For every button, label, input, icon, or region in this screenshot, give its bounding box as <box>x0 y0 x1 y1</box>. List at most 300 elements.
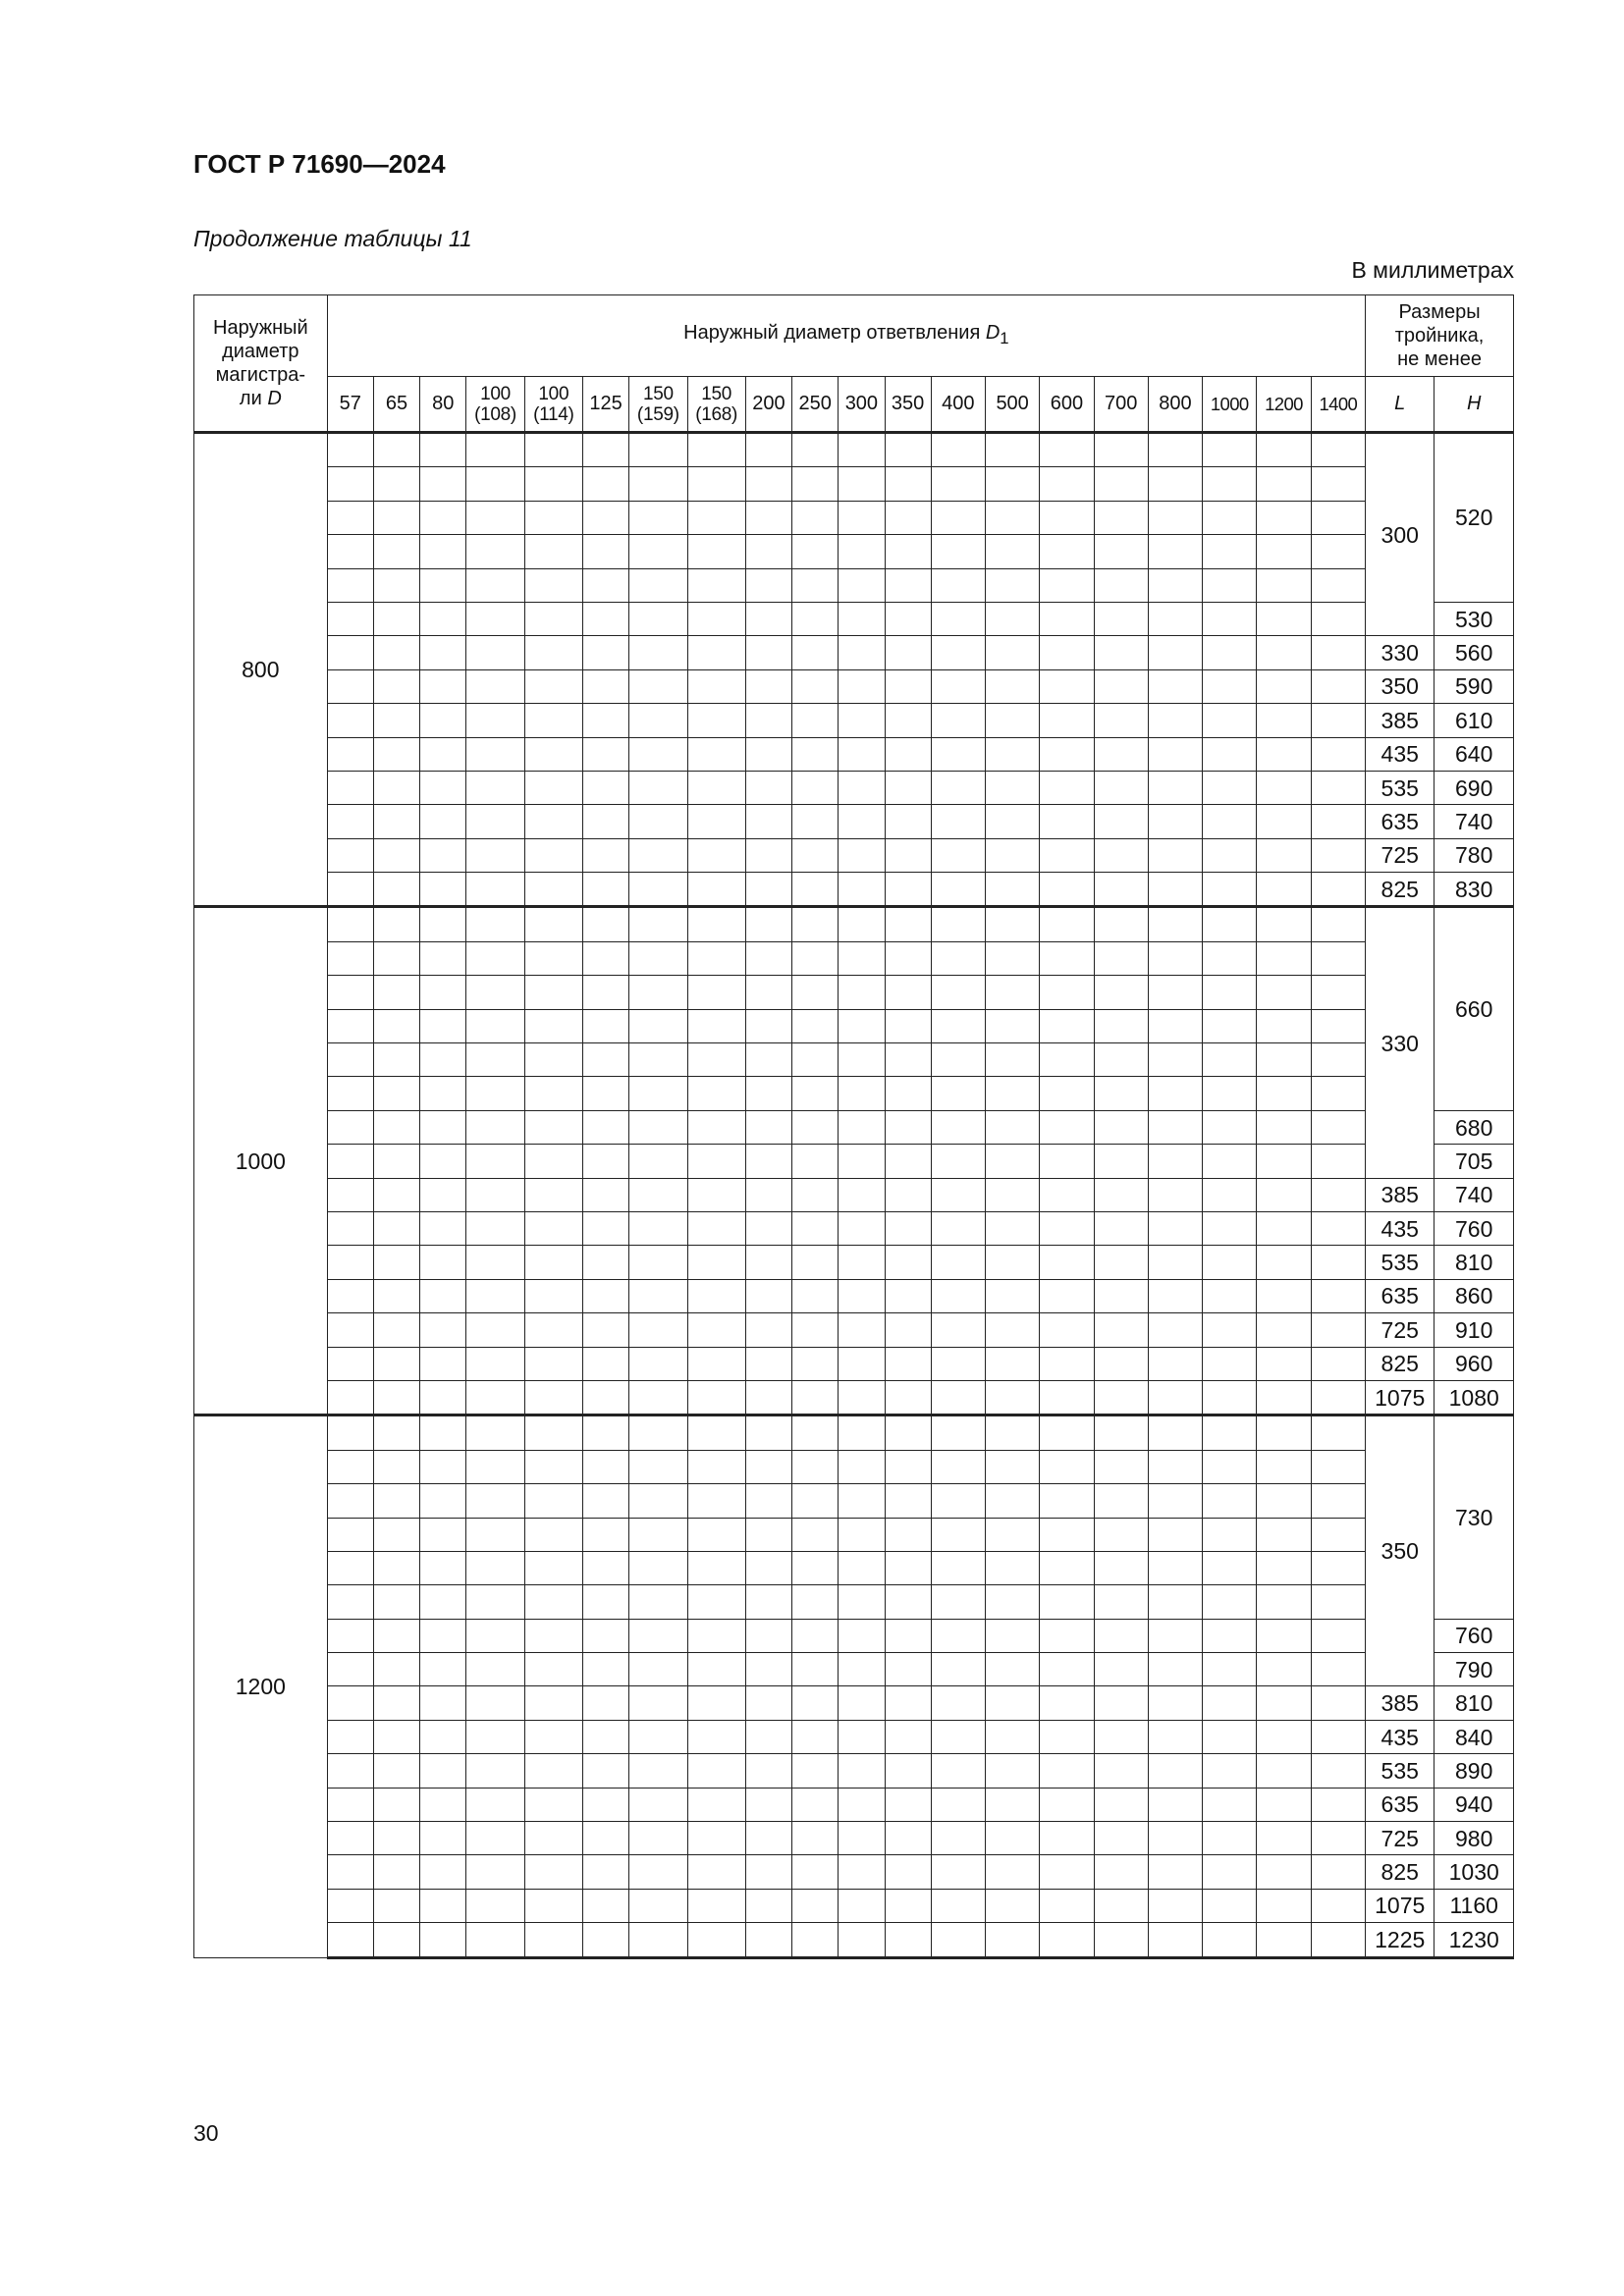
branch-cell <box>1203 907 1257 941</box>
table-row <box>194 1178 1514 1211</box>
branch-cell <box>931 1347 985 1380</box>
branch-cell <box>1311 1788 1365 1821</box>
table-row <box>194 1077 1514 1110</box>
branch-cell <box>986 873 1040 907</box>
branch-cell <box>1148 1415 1202 1450</box>
branch-cell <box>885 501 931 534</box>
branch-cell <box>792 838 839 872</box>
branch-cell <box>1257 1923 1311 1957</box>
branch-cell <box>986 1279 1040 1312</box>
branch-cell <box>1257 1754 1311 1788</box>
branch-cell <box>931 1178 985 1211</box>
branch-cell <box>1148 1518 1202 1551</box>
branch-cell <box>420 467 466 501</box>
tee-length-cell: 535 <box>1366 1246 1435 1279</box>
branch-cell <box>1257 501 1311 534</box>
branch-cell <box>885 1043 931 1077</box>
branch-cell <box>1257 1313 1311 1347</box>
branch-cell <box>629 1043 687 1077</box>
branch-cell <box>1311 1077 1365 1110</box>
branch-cell <box>885 1720 931 1753</box>
branch-cell <box>1040 1923 1094 1957</box>
tee-height-cell: 640 <box>1435 737 1514 771</box>
branch-cell <box>986 1754 1040 1788</box>
branch-cell <box>1148 1178 1202 1211</box>
branch-cell <box>1040 467 1094 501</box>
tee-length-cell: 435 <box>1366 1720 1435 1753</box>
branch-cell <box>687 1551 745 1584</box>
branch-cell <box>687 771 745 804</box>
branch-cell <box>931 1619 985 1652</box>
branch-cell <box>885 433 931 467</box>
branch-cell <box>839 467 885 501</box>
branch-cell <box>1094 1653 1148 1686</box>
branch-cell <box>931 1923 985 1957</box>
branch-cell <box>885 1686 931 1720</box>
table-row <box>194 1518 1514 1551</box>
branch-cell <box>1148 1347 1202 1380</box>
branch-cell <box>792 771 839 804</box>
branch-cell <box>582 1043 628 1077</box>
branch-cell <box>466 602 524 635</box>
branch-cell <box>629 1211 687 1245</box>
branch-cell <box>1148 433 1202 467</box>
branch-cell <box>420 501 466 534</box>
table-row <box>194 669 1514 703</box>
branch-cell <box>420 838 466 872</box>
branch-cell <box>524 602 582 635</box>
tee-height-cell: 790 <box>1435 1653 1514 1686</box>
branch-cell <box>1203 1855 1257 1889</box>
branch-cell <box>792 1077 839 1110</box>
branch-cell <box>687 501 745 534</box>
branch-cell <box>1094 1077 1148 1110</box>
branch-cell <box>582 501 628 534</box>
branch-cell <box>885 1518 931 1551</box>
branch-cell <box>986 1551 1040 1584</box>
branch-cell <box>1094 1009 1148 1042</box>
branch-cell <box>745 1077 791 1110</box>
branch-cell <box>1094 636 1148 669</box>
branch-cell <box>466 941 524 975</box>
tee-height-cell: 910 <box>1435 1313 1514 1347</box>
table-row <box>194 1246 1514 1279</box>
branch-cell <box>327 873 373 907</box>
branch-cell <box>1311 907 1365 941</box>
table-row <box>194 1653 1514 1686</box>
tee-length-cell: 825 <box>1366 873 1435 907</box>
branch-cell <box>1257 467 1311 501</box>
branch-cell <box>524 976 582 1009</box>
branch-cell <box>792 568 839 602</box>
branch-cell <box>373 1077 419 1110</box>
branch-cell <box>524 636 582 669</box>
branch-cell <box>792 669 839 703</box>
branch-cell <box>931 1754 985 1788</box>
branch-cell <box>745 1822 791 1855</box>
branch-cell <box>373 1009 419 1042</box>
table-row <box>194 1211 1514 1245</box>
branch-cell <box>687 907 745 941</box>
branch-cell <box>466 1754 524 1788</box>
branch-cell <box>327 501 373 534</box>
branch-cell <box>1148 1585 1202 1619</box>
branch-cell <box>839 1380 885 1415</box>
branch-cell <box>1040 1077 1094 1110</box>
branch-cell <box>629 669 687 703</box>
branch-cell <box>1148 669 1202 703</box>
branch-cell <box>1203 1619 1257 1652</box>
branch-cell <box>524 1484 582 1518</box>
branch-cell <box>582 1313 628 1347</box>
branch-cell <box>524 1518 582 1551</box>
branch-cell <box>373 1347 419 1380</box>
branch-cell <box>931 1686 985 1720</box>
branch-cell <box>466 1923 524 1957</box>
branch-cell <box>1094 1347 1148 1380</box>
branch-cell <box>745 433 791 467</box>
branch-cell <box>839 1110 885 1144</box>
branch-cell <box>687 1855 745 1889</box>
branch-cell <box>1203 1380 1257 1415</box>
branch-cell <box>986 636 1040 669</box>
branch-cell <box>582 1110 628 1144</box>
branch-cell <box>1148 737 1202 771</box>
branch-cell <box>466 976 524 1009</box>
branch-cell <box>792 704 839 737</box>
branch-cell <box>792 805 839 838</box>
branch-cell <box>1040 1145 1094 1178</box>
branch-cell <box>466 1145 524 1178</box>
main-diameter-header: Наружный диаметр магистра- ли D <box>194 295 328 433</box>
branch-cell <box>986 1347 1040 1380</box>
branch-cell <box>1148 771 1202 804</box>
branch-cell <box>931 1484 985 1518</box>
branch-cell <box>839 1788 885 1821</box>
branch-cell <box>1094 1585 1148 1619</box>
branch-cell <box>1040 1754 1094 1788</box>
branch-cell <box>839 636 885 669</box>
branch-cell <box>524 737 582 771</box>
branch-cell <box>373 941 419 975</box>
branch-column-header: 350 <box>885 377 931 433</box>
branch-cell <box>420 1077 466 1110</box>
branch-cell <box>1148 941 1202 975</box>
branch-cell <box>931 1889 985 1922</box>
branch-cell <box>466 1009 524 1042</box>
branch-cell <box>629 568 687 602</box>
table-row <box>194 907 1514 941</box>
branch-cell <box>792 535 839 568</box>
branch-cell <box>327 1720 373 1753</box>
branch-cell <box>839 1211 885 1245</box>
branch-cell <box>629 907 687 941</box>
branch-cell <box>1148 568 1202 602</box>
branch-cell <box>582 1822 628 1855</box>
branch-cell <box>420 1484 466 1518</box>
branch-cell <box>1311 1484 1365 1518</box>
branch-cell <box>1040 1246 1094 1279</box>
branch-cell <box>792 1178 839 1211</box>
tee-height-cell: 680 <box>1435 1110 1514 1144</box>
tee-length-cell: 385 <box>1366 1178 1435 1211</box>
branch-cell <box>986 1313 1040 1347</box>
branch-cell <box>745 669 791 703</box>
tee-height-cell: 810 <box>1435 1246 1514 1279</box>
branch-cell <box>629 704 687 737</box>
branch-cell <box>745 568 791 602</box>
branch-cell <box>885 568 931 602</box>
branch-cell <box>687 976 745 1009</box>
branch-cell <box>986 1518 1040 1551</box>
branch-cell <box>420 941 466 975</box>
branch-cell <box>524 873 582 907</box>
branch-cell <box>420 873 466 907</box>
branch-cell <box>792 1619 839 1652</box>
tee-length-cell: 725 <box>1366 1313 1435 1347</box>
branch-cell <box>745 704 791 737</box>
tee-length-cell: 385 <box>1366 704 1435 737</box>
branch-cell <box>373 1145 419 1178</box>
table-row <box>194 704 1514 737</box>
branch-cell <box>1257 1077 1311 1110</box>
branch-cell <box>687 1822 745 1855</box>
branch-cell <box>1040 535 1094 568</box>
branch-cell <box>466 1279 524 1312</box>
branch-cell <box>327 1380 373 1415</box>
branch-cell <box>629 1585 687 1619</box>
branch-cell <box>792 1551 839 1584</box>
branch-cell <box>1257 636 1311 669</box>
branch-cell <box>629 501 687 534</box>
branch-cell <box>1040 1484 1094 1518</box>
branch-cell <box>1094 602 1148 635</box>
branch-cell <box>687 1585 745 1619</box>
branch-cell <box>327 1653 373 1686</box>
branch-cell <box>931 1415 985 1450</box>
table-row <box>194 1855 1514 1889</box>
branch-cell <box>885 737 931 771</box>
branch-cell <box>1257 1855 1311 1889</box>
branch-cell <box>1203 1518 1257 1551</box>
branch-cell <box>1094 1178 1148 1211</box>
tee-height-cell: 780 <box>1435 838 1514 872</box>
branch-cell <box>1257 1415 1311 1450</box>
branch-column-header: 150 (159) <box>629 377 687 433</box>
branch-cell <box>931 1110 985 1144</box>
branch-cell <box>1148 1788 1202 1821</box>
branch-cell <box>1311 805 1365 838</box>
branch-cell <box>1311 1313 1365 1347</box>
branch-cell <box>524 1077 582 1110</box>
branch-cell <box>1094 941 1148 975</box>
main-diameter-cell: 1200 <box>194 1415 328 1957</box>
branch-cell <box>687 1518 745 1551</box>
branch-cell <box>931 636 985 669</box>
branch-cell <box>420 1551 466 1584</box>
branch-cell <box>687 1788 745 1821</box>
branch-cell <box>986 976 1040 1009</box>
branch-cell <box>524 1889 582 1922</box>
branch-cell <box>1148 1009 1202 1042</box>
branch-cell <box>745 1923 791 1957</box>
branch-cell <box>327 1484 373 1518</box>
branch-cell <box>466 1551 524 1584</box>
branch-cell <box>986 1686 1040 1720</box>
branch-cell <box>629 1889 687 1922</box>
branch-cell <box>1257 1889 1311 1922</box>
branch-cell <box>792 737 839 771</box>
branch-cell <box>629 1923 687 1957</box>
branch-cell <box>745 1686 791 1720</box>
branch-cell <box>629 1313 687 1347</box>
branch-cell <box>1311 1923 1365 1957</box>
branch-cell <box>524 704 582 737</box>
branch-cell <box>466 1788 524 1821</box>
table-row <box>194 568 1514 602</box>
branch-cell <box>582 805 628 838</box>
branch-cell <box>524 1313 582 1347</box>
branch-cell <box>1148 1043 1202 1077</box>
branch-cell <box>466 1855 524 1889</box>
branch-cell <box>373 1313 419 1347</box>
branch-cell <box>582 669 628 703</box>
branch-cell <box>582 467 628 501</box>
branch-cell <box>420 1619 466 1652</box>
branch-cell <box>885 1889 931 1922</box>
branch-cell <box>1311 737 1365 771</box>
branch-cell <box>687 602 745 635</box>
branch-cell <box>839 1347 885 1380</box>
branch-cell <box>1094 1484 1148 1518</box>
branch-cell <box>1311 1009 1365 1042</box>
branch-cell <box>687 1484 745 1518</box>
branch-cell <box>986 771 1040 804</box>
branch-cell <box>839 1551 885 1584</box>
branch-cell <box>1094 1279 1148 1312</box>
branch-cell <box>839 976 885 1009</box>
tee-length-header: L <box>1366 377 1435 433</box>
document-code: ГОСТ Р 71690—2024 <box>193 149 446 179</box>
branch-cell <box>1040 1619 1094 1652</box>
branch-cell <box>745 602 791 635</box>
branch-cell <box>885 907 931 941</box>
table-row <box>194 873 1514 907</box>
branch-cell <box>1203 873 1257 907</box>
branch-cell <box>687 1313 745 1347</box>
branch-cell <box>885 1211 931 1245</box>
branch-cell <box>1311 873 1365 907</box>
branch-cell <box>466 1518 524 1551</box>
branch-cell <box>839 704 885 737</box>
branch-cell <box>1311 1619 1365 1652</box>
branch-cell <box>466 535 524 568</box>
branch-cell <box>839 669 885 703</box>
branch-cell <box>373 1855 419 1889</box>
header-row-columns <box>194 377 1514 433</box>
branch-cell <box>524 467 582 501</box>
branch-cell <box>466 1415 524 1450</box>
tee-height-cell: 860 <box>1435 1279 1514 1312</box>
branch-cell <box>1203 1077 1257 1110</box>
branch-cell <box>327 704 373 737</box>
branch-cell <box>792 1279 839 1312</box>
branch-cell <box>629 1619 687 1652</box>
branch-cell <box>1040 704 1094 737</box>
branch-cell <box>420 1788 466 1821</box>
tee-length-cell: 435 <box>1366 1211 1435 1245</box>
branch-cell <box>1148 1855 1202 1889</box>
branch-cell <box>1311 704 1365 737</box>
table-row <box>194 976 1514 1009</box>
branch-cell <box>629 1077 687 1110</box>
branch-cell <box>524 1178 582 1211</box>
branch-cell <box>524 941 582 975</box>
branch-cell <box>931 1380 985 1415</box>
branch-cell <box>687 1415 745 1450</box>
branch-cell <box>1148 1484 1202 1518</box>
branch-cell <box>687 1754 745 1788</box>
branch-cell <box>1203 669 1257 703</box>
branch-cell <box>582 1279 628 1312</box>
branch-cell <box>1148 535 1202 568</box>
branch-cell <box>792 1822 839 1855</box>
branch-cell <box>1040 1380 1094 1415</box>
branch-cell <box>582 1788 628 1821</box>
table-row <box>194 1043 1514 1077</box>
branch-cell <box>1148 976 1202 1009</box>
branch-cell <box>1203 737 1257 771</box>
branch-cell <box>687 1043 745 1077</box>
branch-cell <box>1311 433 1365 467</box>
branch-cell <box>1094 1313 1148 1347</box>
branch-cell <box>745 1855 791 1889</box>
branch-cell <box>792 1450 839 1483</box>
branch-cell <box>327 1246 373 1279</box>
branch-cell <box>1040 602 1094 635</box>
branch-cell <box>1257 737 1311 771</box>
tee-height-cell: 840 <box>1435 1720 1514 1753</box>
table-row <box>194 1110 1514 1144</box>
branch-cell <box>1094 1211 1148 1245</box>
branch-cell <box>1311 941 1365 975</box>
branch-cell <box>1257 602 1311 635</box>
branch-cell <box>629 1380 687 1415</box>
branch-cell <box>986 1720 1040 1753</box>
tee-height-cell: 1230 <box>1435 1923 1514 1957</box>
tee-length-cell: 725 <box>1366 1822 1435 1855</box>
branch-cell <box>524 1043 582 1077</box>
branch-cell <box>931 1043 985 1077</box>
branch-cell <box>524 1585 582 1619</box>
branch-cell <box>373 1043 419 1077</box>
branch-cell <box>1311 1043 1365 1077</box>
branch-cell <box>373 636 419 669</box>
branch-cell <box>1094 1822 1148 1855</box>
table-row <box>194 838 1514 872</box>
branch-cell <box>1257 1653 1311 1686</box>
branch-cell <box>745 737 791 771</box>
branch-cell <box>466 1043 524 1077</box>
branch-cell <box>524 1145 582 1178</box>
branch-cell <box>420 1450 466 1483</box>
branch-cell <box>1148 907 1202 941</box>
branch-cell <box>986 1178 1040 1211</box>
branch-cell <box>986 433 1040 467</box>
branch-cell <box>839 1313 885 1347</box>
branch-cell <box>931 1009 985 1042</box>
branch-cell <box>373 704 419 737</box>
